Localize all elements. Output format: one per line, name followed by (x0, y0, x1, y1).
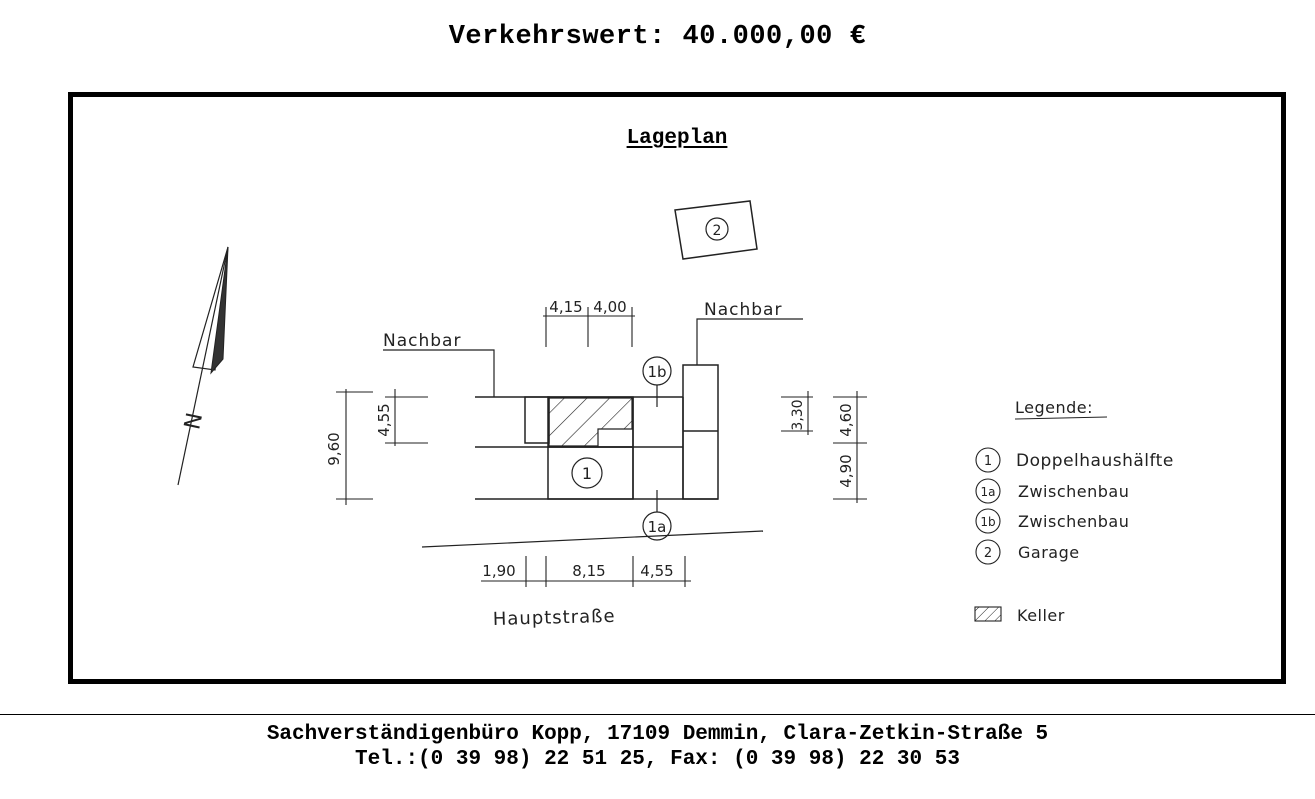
neighbor-left-label: Nachbar (383, 331, 462, 351)
plan-title: Lageplan (626, 127, 728, 150)
site-plan-drawing (73, 97, 1281, 679)
footer-address: Sachverständigenbüro Kopp, 17109 Demmin, Clara-Zetkin-Straße 5 (266, 723, 1049, 746)
legend (975, 398, 1174, 625)
keller-area (549, 398, 632, 446)
page-title: Verkehrswert: 40.000,00 € (448, 22, 867, 52)
legend-tag-1a: 1a (980, 485, 996, 499)
footer-divider (0, 714, 1315, 715)
dim-bottom-c: 4,55 (640, 562, 674, 580)
footer (0, 722, 1315, 772)
garage-building (675, 201, 757, 259)
street-edge (422, 531, 763, 547)
dim-top-b: 4,00 (593, 298, 627, 316)
dim-right-c: 4,90 (837, 454, 855, 488)
site-plan-frame (68, 92, 1286, 684)
neighbor-right-label: Nachbar (704, 300, 783, 320)
north-arrow-icon (178, 247, 228, 485)
legend-label-1b: Zwischenbau (1018, 512, 1130, 531)
dim-left-total: 9,60 (325, 432, 343, 466)
north-label: N (180, 410, 209, 432)
dim-left-part: 4,55 (375, 403, 393, 437)
legend-keller-label: Keller (1017, 606, 1065, 625)
dim-top-a: 4,15 (549, 298, 583, 316)
footer-contact: Tel.:(0 39 98) 22 51 25, Fax: (0 39 98) 22 30 53 (355, 748, 960, 771)
dim-right-b: 4,60 (837, 403, 855, 437)
dim-bottom-a: 1,90 (482, 562, 516, 580)
legend-title: Legende: (1015, 398, 1094, 417)
tag-annex-a: 1a (647, 518, 667, 536)
tag-garage: 2 (712, 223, 722, 239)
tag-annex-b: 1b (647, 363, 667, 381)
street-label: Hauptstraße (492, 605, 616, 630)
legend-label-1: Doppelhaushälfte (1016, 451, 1174, 471)
legend-tag-2: 2 (983, 546, 993, 561)
legend-tag-1b: 1b (980, 515, 996, 529)
dim-right-a: 3,30 (790, 399, 806, 431)
tag-main: 1 (581, 464, 593, 483)
keller-swatch (975, 607, 1001, 621)
legend-label-2: Garage (1018, 543, 1080, 562)
legend-label-1a: Zwischenbau (1018, 482, 1130, 501)
dim-bottom-b: 8,15 (572, 562, 606, 580)
legend-tag-1: 1 (983, 454, 993, 469)
